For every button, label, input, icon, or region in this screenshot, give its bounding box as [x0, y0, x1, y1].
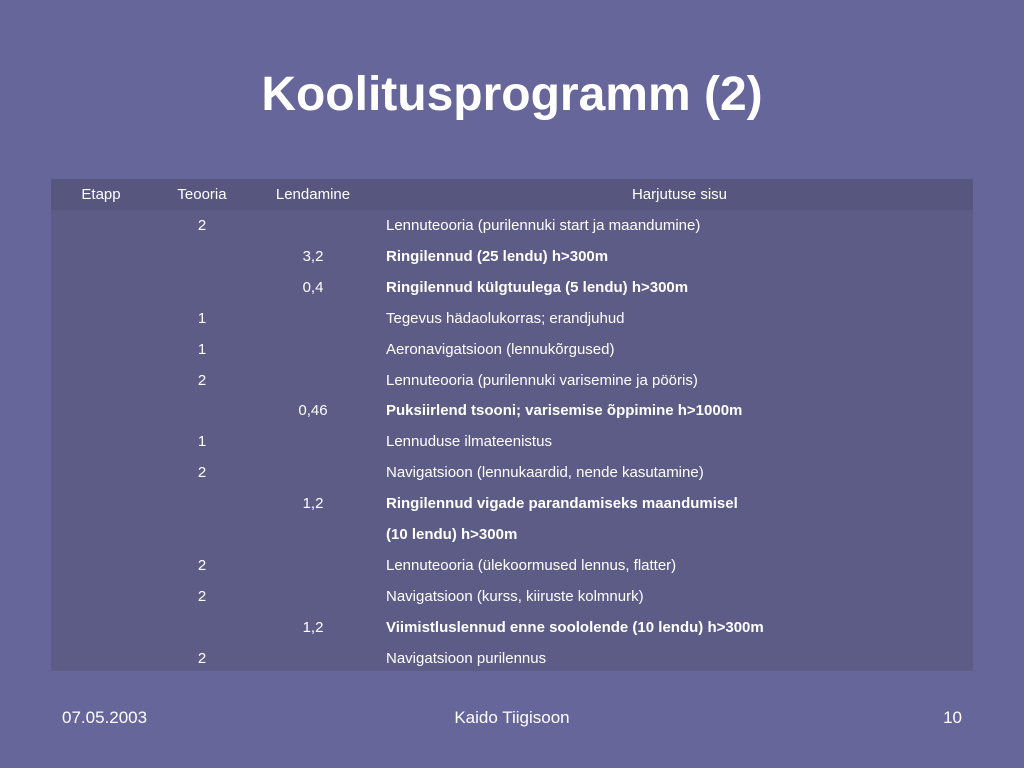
cell-harjutuse-sisu: Navigatsioon (lennukaardid, nende kasutamine): [386, 464, 704, 481]
cell-harjutuse-sisu: Aeronavigatsioon (lennukõrgused): [386, 341, 615, 358]
cell-teooria: 2: [197, 372, 207, 389]
cell-harjutuse-sisu: Ringilennud külgtuulega (5 lendu) h>300m: [386, 279, 689, 296]
footer-author: Kaido Tiigisoon: [454, 708, 570, 727]
cell-harjutuse-sisu: Puksiirlend tsooni; varisemise õppimine h>1000m: [386, 402, 743, 419]
cell-teooria: 2: [197, 588, 207, 605]
cell-teooria: 1: [197, 341, 207, 358]
cell-harjutuse-sisu: (10 lendu) h>300m: [386, 526, 518, 543]
cell-lendamine: 0,4: [302, 279, 324, 296]
cell-harjutuse-sisu: Navigatsioon (kurss, kiiruste kolmnurk): [386, 588, 644, 605]
cell-teooria: 2: [197, 650, 207, 667]
cell-teooria: 1: [197, 310, 207, 327]
cell-lendamine: 1,2: [302, 619, 324, 636]
cell-harjutuse-sisu: Lennuteooria (purilennuki varisemine ja pööris): [386, 372, 698, 389]
slide-title: Koolitusprogramm (2): [261, 68, 763, 121]
header-teooria: Teooria: [177, 186, 227, 203]
cell-teooria: 2: [197, 217, 207, 234]
cell-teooria: 2: [197, 557, 207, 574]
cell-lendamine: 3,2: [302, 248, 324, 265]
cell-harjutuse-sisu: Navigatsioon purilennus: [386, 650, 547, 667]
table-header-row: [51, 179, 973, 210]
cell-lendamine: 1,2: [302, 495, 324, 512]
cell-harjutuse-sisu: Ringilennud vigade parandamiseks maandumisel: [386, 495, 738, 512]
cell-harjutuse-sisu: Lennuteooria (ülekoormused lennus, flatter): [386, 557, 677, 574]
cell-lendamine: 0,46: [298, 402, 328, 419]
cell-teooria: 1: [197, 433, 207, 450]
cell-harjutuse-sisu: Ringilennud (25 lendu) h>300m: [386, 248, 609, 265]
cell-harjutuse-sisu: Viimistluslennud enne soololende (10 lendu) h>300m: [386, 619, 764, 636]
footer-date: 07.05.2003: [62, 708, 148, 727]
cell-harjutuse-sisu: Tegevus hädaolukorras; erandjuhud: [386, 310, 625, 327]
program-table: [51, 179, 973, 671]
header-lendamine: Lendamine: [275, 186, 351, 203]
footer-page-number: 10: [943, 708, 962, 727]
cell-teooria: 2: [197, 464, 207, 481]
cell-harjutuse-sisu: Lennuduse ilmateenistus: [386, 433, 552, 450]
header-harjutuse-sisu: Harjutuse sisu: [631, 186, 728, 203]
header-etapp: Etapp: [81, 186, 121, 203]
cell-harjutuse-sisu: Lennuteooria (purilennuki start ja maandumine): [386, 217, 701, 234]
